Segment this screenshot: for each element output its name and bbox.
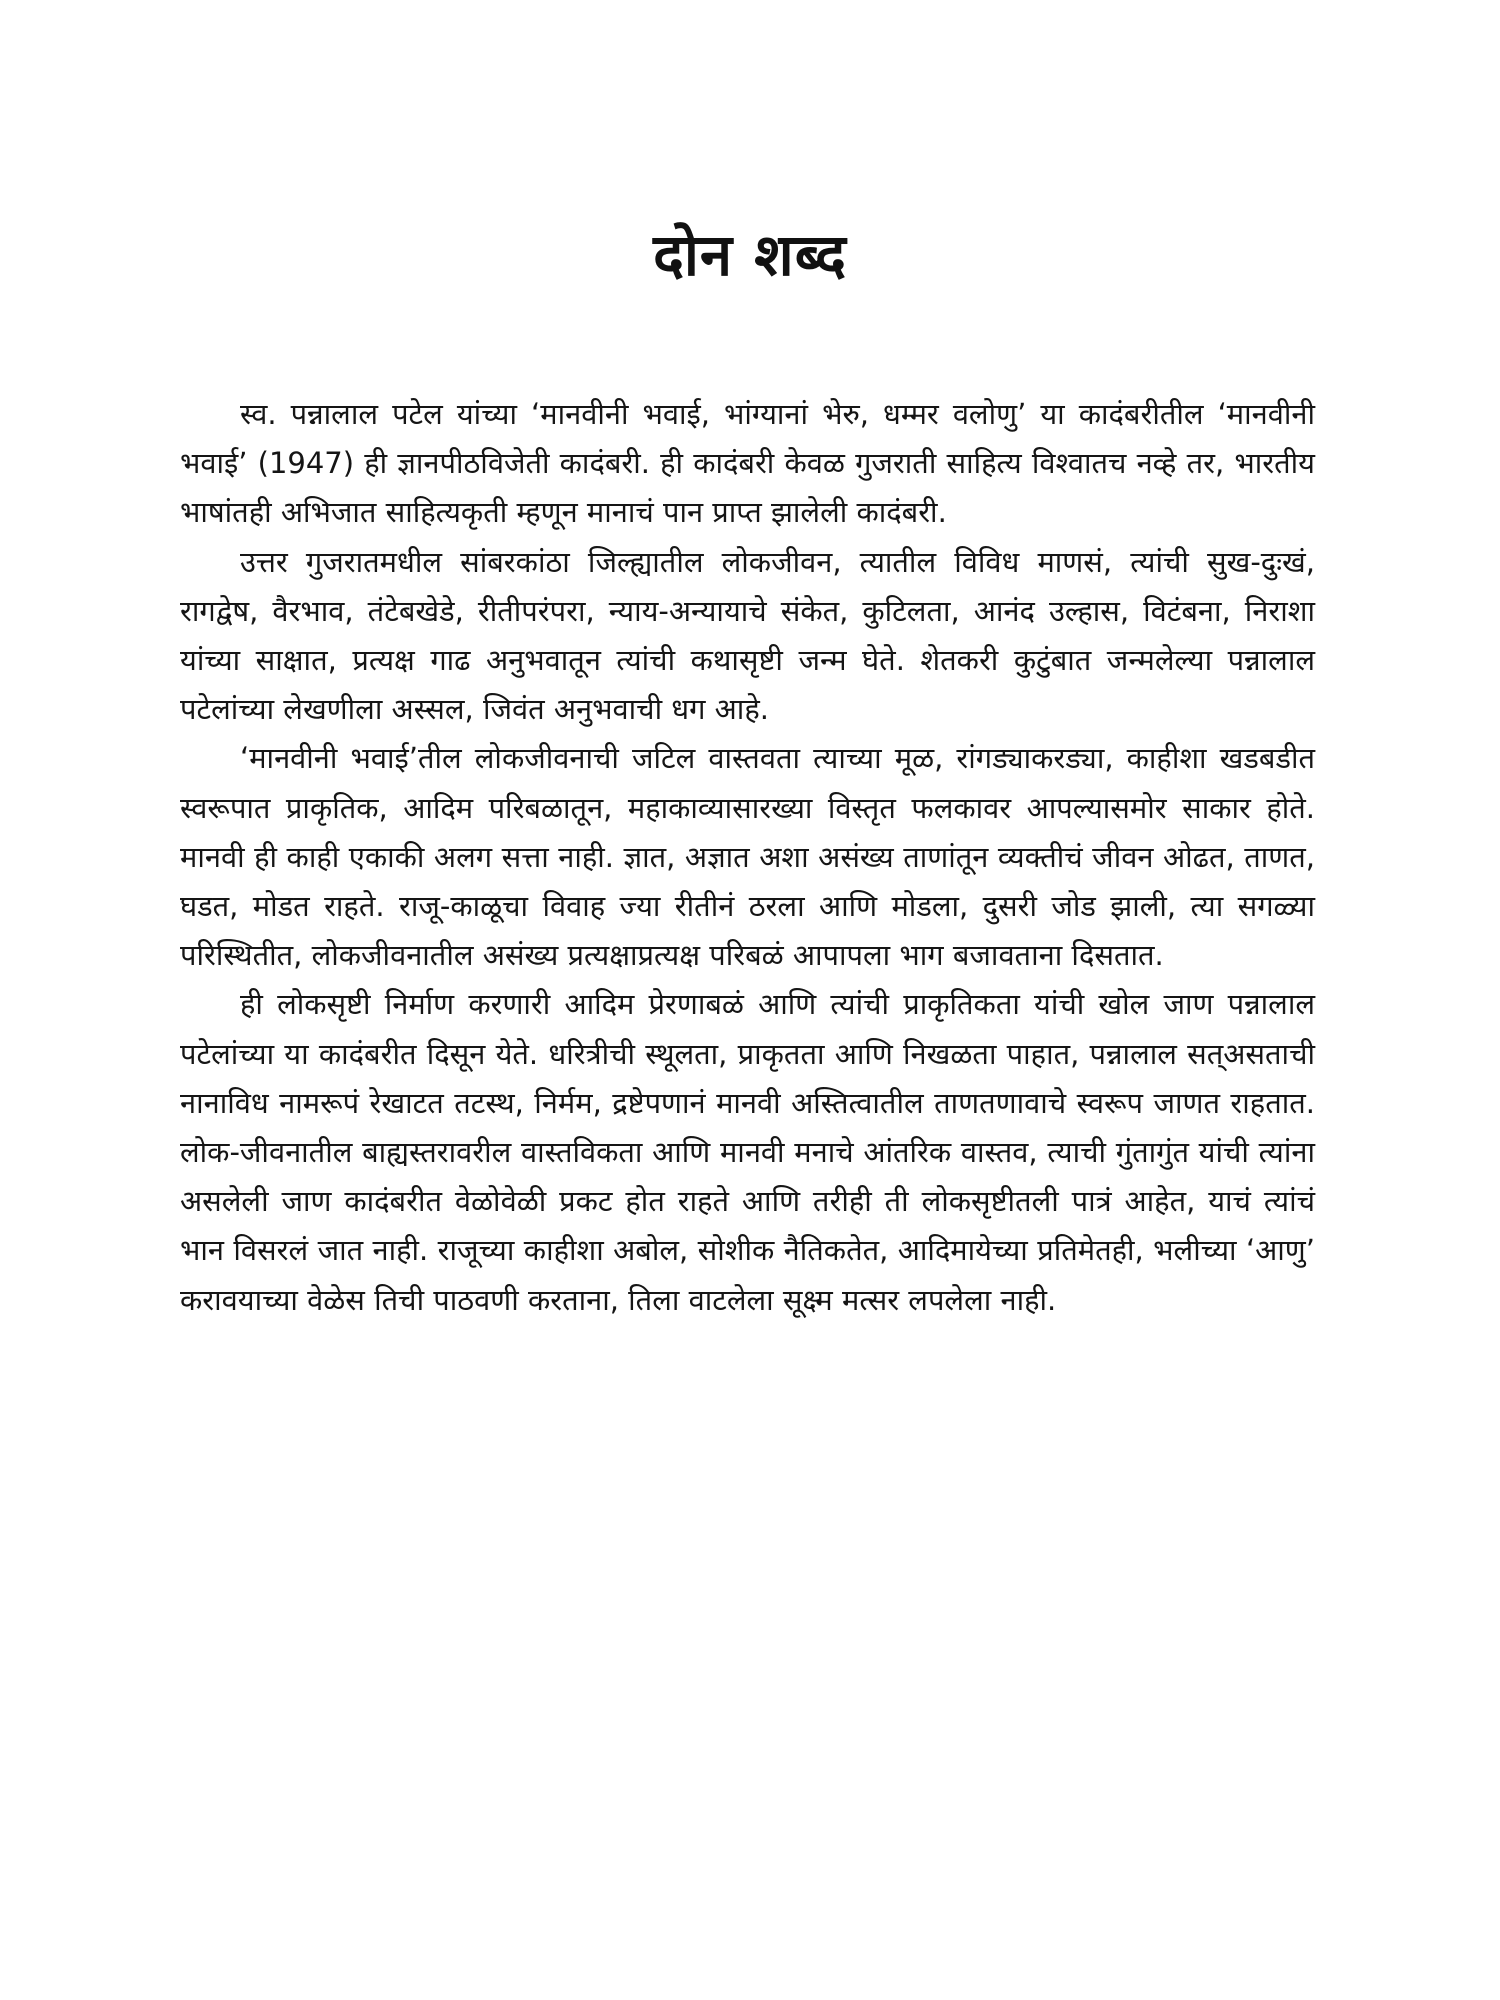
paragraph-4: ही लोकसृष्टी निर्माण करणारी आदिम प्रेरणाबळं आणि त्यांची प्राकृतिकता यांची खोल जाण पन्नालाल पटेलांच्या या कादंबरीत दिसून येते. धरित्रीची स्थूलता, प्राकृतता आणि निखळता पाहात, पन्नालाल सत्‌असताची नानाविध नामरूपं रेखाटत तटस्थ, निर्मम, द्रष्टेपणानं मानवी अस्तित्वातील ताणतणावाचे स्वरूप जाणत राहतात. लोक-जीवनातील बाह्यस्तरावरील वास्तविकता आणि मानवी मनाचे आंतरिक वास्तव, त्याची गुंतागुंत यांची त्यांना असलेली जाण कादंबरीत वेळोवेळी प्रकट होत राहते आणि तरीही ती लोकसृष्टीतली पात्रं आहेत, याचं त्यांचं भान विसरलं जात नाही. राजूच्या काहीशा अबोल, सोशीक नैतिकतेत, आदिमायेच्या प्रतिमेतही, भलीच्या ‘आणु’ करावयाच्या वेळेस तिची पाठवणी करताना, तिला वाटलेला सूक्ष्म मत्सर लपलेला नाही. [180,987,1315,1317]
body-text [180,390,1315,1325]
paragraph-2: उत्तर गुजरातमधील सांबरकांठा जिल्ह्यातील लोकजीवन, त्यातील विविध माणसं, त्यांची सुख-दुःखं, रागद्वेष, वैरभाव, तंटेबखेडे, रीतीपरंपरा, न्याय-अन्यायाचे संकेत, कुटिलता, आनंद उल्हास, विटंबना, निराशा यांच्या साक्षात, प्रत्यक्ष गाढ अनुभवातून त्यांची कथासृष्टी जन्म घेते. शेतकरी कुटुंबात जन्मलेल्या पन्नालाल पटेलांच्या लेखणीला अस्सल, जिवंत अनुभवाची धग आहे. [180,544,1315,727]
page-title: दोन शब्द [653,221,847,289]
paragraph-1: स्व. पन्नालाल पटेल यांच्या ‘मानवीनी भवाई, भांग्यानां भेरु, धम्मर वलोणु’ या कादंबरीतील ‘मानवीनी भवाई’ (1947) ही ज्ञानपीठविजेती कादंबरी. ही कादंबरी केवळ गुजराती साहित्य विश्वातच नव्हे तर, भारतीय भाषांतही अभिजात साहित्यकृती म्हणून मानाचं पान प्राप्त झालेली कादंबरी. [180,397,1315,530]
paragraph-3: ‘मानवीनी भवाई’तील लोकजीवनाची जटिल वास्तवता त्याच्या मूळ, रांगड्याकरड्या, काहीशा खडबडीत स्वरूपात प्राकृतिक, आदिम परिबळातून, महाकाव्यासारख्या विस्तृत फलकावर आपल्यासमोर साकार होते. मानवी ही काही एकाकी अलग सत्ता नाही. ज्ञात, अज्ञात अशा असंख्य ताणांतून व्यक्तीचं जीवन ओढत, ताणत, घडत, मोडत राहते. राजू-काळूचा विवाह ज्या रीतीनं ठरला आणि मोडला, दुसरी जोड झाली, त्या सगळ्या परिस्थितीत, लोकजीवनातील असंख्य प्रत्यक्षाप्रत्यक्ष परिबळं आपापला भाग बजावताना दिसतात. [180,741,1315,973]
